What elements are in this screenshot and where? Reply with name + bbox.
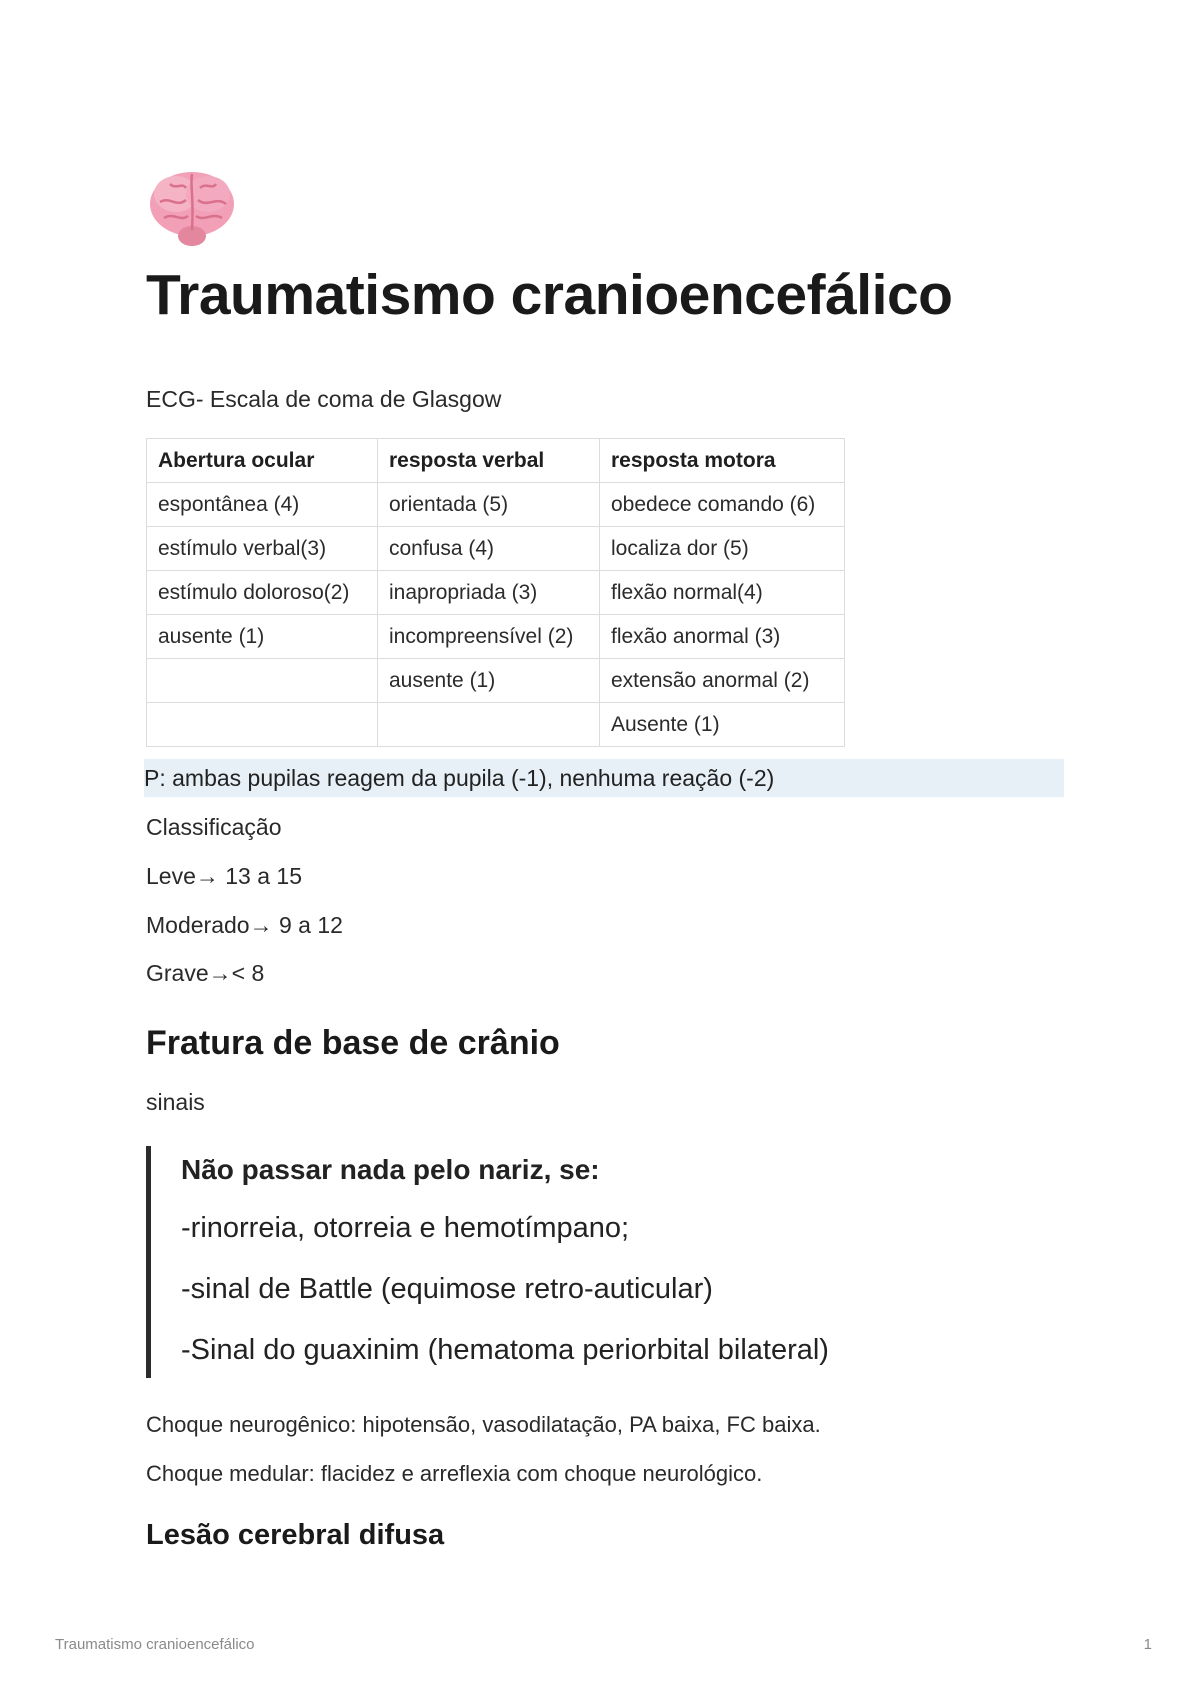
table-cell: inapropriada (3): [378, 571, 600, 615]
table-cell: ausente (1): [147, 615, 378, 659]
footer-page-number: 1: [1143, 1636, 1152, 1653]
table-cell: [147, 703, 378, 747]
table-header-row: [147, 439, 845, 483]
table-cell: localiza dor (5): [600, 527, 845, 571]
table-header-cell: Abertura ocular: [147, 439, 378, 483]
table-cell: orientada (5): [378, 483, 600, 527]
glasgow-table: [146, 438, 845, 747]
table-header-cell: resposta motora: [600, 439, 845, 483]
sinais-text: sinais: [146, 1089, 205, 1115]
table-cell: incompreensível (2): [378, 615, 600, 659]
table-cell: obedece comando (6): [600, 483, 845, 527]
quote-line: -sinal de Battle (equimose retro-auticular): [181, 1273, 713, 1305]
quote-line: -rinorreia, otorreia e hemotímpano;: [181, 1212, 630, 1244]
table-row: [147, 483, 845, 527]
table-cell: Ausente (1): [600, 703, 845, 747]
quote-block: [146, 1146, 1046, 1378]
table-cell: ausente (1): [378, 659, 600, 703]
classification-heading: Classificação: [146, 814, 282, 840]
table-cell: flexão anormal (3): [600, 615, 845, 659]
ecg-label: ECG- Escala de coma de Glasgow: [146, 386, 502, 412]
table-row: [147, 571, 845, 615]
quote-line: -Sinal do guaxinim (hematoma periorbital bilateral): [181, 1334, 829, 1366]
classification-grave: Grave→< 8: [146, 960, 265, 986]
quote-bar: [146, 1146, 151, 1378]
brain-icon: [146, 166, 238, 250]
lesao-heading: Lesão cerebral difusa: [146, 1519, 445, 1551]
table-row: [147, 615, 845, 659]
footer-title: Traumatismo cranioencefálico: [55, 1636, 255, 1653]
table-cell: extensão anormal (2): [600, 659, 845, 703]
table-row: [147, 703, 845, 747]
classification-moderado: Moderado→ 9 a 12: [146, 912, 343, 938]
table-cell: estímulo doloroso(2): [147, 571, 378, 615]
table-cell: [378, 703, 600, 747]
choque-neurogenico-text: Choque neurogênico: hipotensão, vasodilatação, PA baixa, FC baixa.: [146, 1412, 821, 1437]
table-row: [147, 527, 845, 571]
quote-heading: Não passar nada pelo nariz, se:: [181, 1154, 600, 1185]
table-cell: confusa (4): [378, 527, 600, 571]
table-header-cell: resposta verbal: [378, 439, 600, 483]
table-cell: espontânea (4): [147, 483, 378, 527]
page-title: Traumatismo cranioencefálico: [146, 263, 953, 327]
fratura-heading: Fratura de base de crânio: [146, 1024, 560, 1062]
pupil-note-highlight: P: ambas pupilas reagem da pupila (-1), nenhuma reação (-2): [144, 759, 1064, 797]
table-row: [147, 659, 845, 703]
classification-leve: Leve→ 13 a 15: [146, 863, 303, 889]
brain-icon-graphic: [146, 166, 238, 250]
choque-medular-text: Choque medular: flacidez e arreflexia com choque neurológico.: [146, 1461, 763, 1486]
table-cell: estímulo verbal(3): [147, 527, 378, 571]
table-cell: flexão normal(4): [600, 571, 845, 615]
table-cell: [147, 659, 378, 703]
